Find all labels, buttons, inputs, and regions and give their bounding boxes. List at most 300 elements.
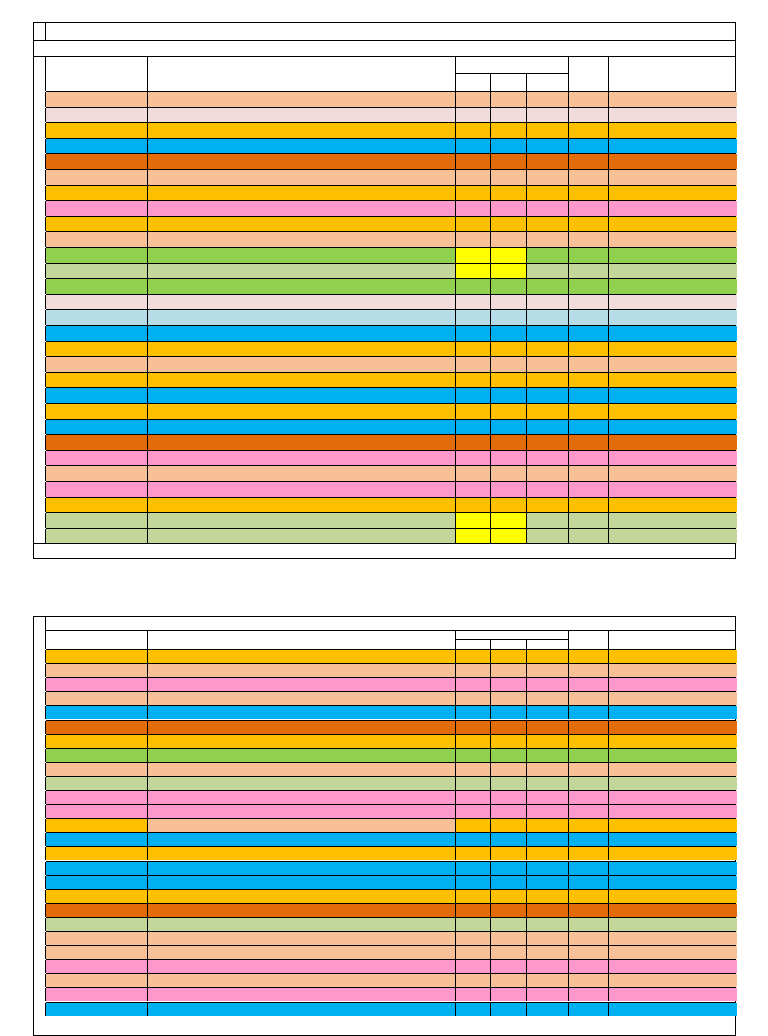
table-cell[interactable] — [455, 139, 490, 154]
row-index-cell[interactable] — [34, 777, 46, 790]
table-cell[interactable] — [147, 388, 455, 403]
table-cell[interactable] — [608, 847, 737, 860]
row-index-cell[interactable] — [34, 139, 46, 154]
table-cell[interactable] — [455, 170, 490, 185]
row-index-cell[interactable] — [34, 186, 46, 201]
table-cell[interactable] — [608, 466, 737, 481]
table-cell[interactable] — [147, 791, 455, 804]
table-cell[interactable] — [608, 678, 737, 691]
table-cell[interactable] — [526, 735, 568, 748]
table-cell[interactable] — [490, 946, 526, 959]
table-cell[interactable] — [147, 735, 455, 748]
row-index-cell[interactable] — [34, 791, 46, 804]
table-cell[interactable] — [608, 529, 737, 544]
table-cell[interactable] — [147, 154, 455, 169]
table-cell[interactable] — [147, 678, 455, 691]
table-cell[interactable] — [46, 791, 147, 804]
table-cell[interactable] — [526, 763, 568, 776]
table-cell[interactable] — [568, 529, 608, 544]
table-cell[interactable] — [490, 232, 526, 247]
table-cell[interactable] — [147, 890, 455, 903]
table-cell[interactable] — [46, 482, 147, 497]
table-cell[interactable] — [46, 201, 147, 216]
table-cell[interactable] — [455, 946, 490, 959]
table-cell[interactable] — [46, 279, 147, 294]
table-cell[interactable] — [568, 735, 608, 748]
row-index-cell[interactable] — [34, 201, 46, 216]
table-cell[interactable] — [490, 847, 526, 860]
table-cell[interactable] — [147, 819, 455, 832]
table-cell[interactable] — [490, 678, 526, 691]
table-cell[interactable] — [608, 108, 737, 123]
table-cell[interactable] — [46, 946, 147, 959]
table-cell[interactable] — [490, 749, 526, 762]
table-cell[interactable] — [608, 357, 737, 372]
table-cell[interactable] — [490, 974, 526, 987]
table-cell[interactable] — [147, 932, 455, 945]
table-cell[interactable] — [608, 833, 737, 846]
table-cell[interactable] — [608, 706, 737, 719]
table-cell[interactable] — [455, 847, 490, 860]
table-cell[interactable] — [568, 108, 608, 123]
table-cell[interactable] — [455, 932, 490, 945]
table-cell[interactable] — [608, 1003, 737, 1016]
table-cell[interactable] — [455, 791, 490, 804]
table-cell[interactable] — [455, 326, 490, 341]
table-cell[interactable] — [490, 876, 526, 889]
table-cell[interactable] — [455, 513, 490, 528]
table-cell[interactable] — [568, 498, 608, 513]
table-cell[interactable] — [490, 310, 526, 325]
table-cell[interactable] — [147, 279, 455, 294]
table-cell[interactable] — [455, 819, 490, 832]
table-cell[interactable] — [455, 201, 490, 216]
table-cell[interactable] — [608, 749, 737, 762]
table-cell[interactable] — [455, 862, 490, 875]
table-cell[interactable] — [490, 357, 526, 372]
table-cell[interactable] — [147, 108, 455, 123]
table-cell[interactable] — [568, 201, 608, 216]
row-index-cell[interactable] — [34, 108, 46, 123]
table-cell[interactable] — [490, 664, 526, 677]
table-cell[interactable] — [490, 862, 526, 875]
table-cell[interactable] — [455, 735, 490, 748]
table-cell[interactable] — [490, 791, 526, 804]
table-cell[interactable] — [526, 706, 568, 719]
table-cell[interactable] — [608, 890, 737, 903]
table-cell[interactable] — [455, 918, 490, 931]
table-cell[interactable] — [526, 420, 568, 435]
table-cell[interactable] — [526, 139, 568, 154]
table-cell[interactable] — [455, 833, 490, 846]
row-index-cell[interactable] — [34, 170, 46, 185]
table-cell[interactable] — [455, 108, 490, 123]
table-cell[interactable] — [455, 974, 490, 987]
table-cell[interactable] — [526, 529, 568, 544]
table-cell[interactable] — [490, 529, 526, 544]
table-cell[interactable] — [490, 217, 526, 232]
table-cell[interactable] — [46, 862, 147, 875]
row-index-cell[interactable] — [34, 692, 46, 705]
row-index-cell[interactable] — [34, 735, 46, 748]
table-cell[interactable] — [490, 498, 526, 513]
table-cell[interactable] — [608, 513, 737, 528]
table-cell[interactable] — [608, 326, 737, 341]
table-cell[interactable] — [455, 388, 490, 403]
table-cell[interactable] — [147, 217, 455, 232]
table-cell[interactable] — [568, 692, 608, 705]
table-cell[interactable] — [455, 154, 490, 169]
table-cell[interactable] — [147, 295, 455, 310]
table-cell[interactable] — [455, 420, 490, 435]
row-index-cell[interactable] — [34, 862, 46, 875]
table-cell[interactable] — [526, 721, 568, 734]
table-cell[interactable] — [608, 763, 737, 776]
table-cell[interactable] — [526, 170, 568, 185]
table-cell[interactable] — [46, 420, 147, 435]
table-cell[interactable] — [147, 749, 455, 762]
table-cell[interactable] — [490, 279, 526, 294]
table-cell[interactable] — [608, 650, 737, 663]
table-cell[interactable] — [46, 763, 147, 776]
table-cell[interactable] — [608, 139, 737, 154]
table-cell[interactable] — [490, 186, 526, 201]
table-cell[interactable] — [526, 326, 568, 341]
row-index-cell[interactable] — [34, 310, 46, 325]
table-cell[interactable] — [568, 373, 608, 388]
table-cell[interactable] — [455, 706, 490, 719]
table-cell[interactable] — [455, 295, 490, 310]
table-cell[interactable] — [46, 248, 147, 263]
table-cell[interactable] — [46, 373, 147, 388]
table-cell[interactable] — [608, 201, 737, 216]
table-cell[interactable] — [568, 721, 608, 734]
row-index-cell[interactable] — [34, 988, 46, 1001]
row-index-cell[interactable] — [34, 388, 46, 403]
table-cell[interactable] — [568, 279, 608, 294]
table-cell[interactable] — [455, 749, 490, 762]
table-cell[interactable] — [526, 819, 568, 832]
table-cell[interactable] — [490, 248, 526, 263]
row-index-cell[interactable] — [34, 918, 46, 931]
row-index-cell[interactable] — [34, 833, 46, 846]
table-cell[interactable] — [526, 974, 568, 987]
table-cell[interactable] — [526, 513, 568, 528]
table-cell[interactable] — [568, 960, 608, 973]
table-cell[interactable] — [147, 529, 455, 544]
table-cell[interactable] — [490, 805, 526, 818]
table-cell[interactable] — [455, 890, 490, 903]
row-index-cell[interactable] — [34, 819, 46, 832]
table-cell[interactable] — [490, 435, 526, 450]
table-cell[interactable] — [147, 876, 455, 889]
table-cell[interactable] — [147, 139, 455, 154]
table-cell[interactable] — [608, 974, 737, 987]
table-cell[interactable] — [490, 420, 526, 435]
table-cell[interactable] — [568, 513, 608, 528]
table-cell[interactable] — [147, 186, 455, 201]
table-cell[interactable] — [608, 988, 737, 1001]
row-index-cell[interactable] — [34, 482, 46, 497]
table-cell[interactable] — [608, 170, 737, 185]
table-cell[interactable] — [455, 692, 490, 705]
table-cell[interactable] — [568, 310, 608, 325]
row-index-cell[interactable] — [34, 904, 46, 917]
table-cell[interactable] — [46, 876, 147, 889]
table-cell[interactable] — [46, 706, 147, 719]
table-cell[interactable] — [568, 763, 608, 776]
table-cell[interactable] — [147, 373, 455, 388]
table-cell[interactable] — [46, 139, 147, 154]
table-cell[interactable] — [490, 735, 526, 748]
table-cell[interactable] — [455, 876, 490, 889]
table-cell[interactable] — [490, 264, 526, 279]
table-cell[interactable] — [608, 664, 737, 677]
table-cell[interactable] — [608, 946, 737, 959]
table-cell[interactable] — [608, 451, 737, 466]
table-cell[interactable] — [46, 404, 147, 419]
table-cell[interactable] — [608, 420, 737, 435]
table-cell[interactable] — [608, 791, 737, 804]
table-cell[interactable] — [147, 650, 455, 663]
table-cell[interactable] — [147, 357, 455, 372]
table-cell[interactable] — [608, 388, 737, 403]
row-index-cell[interactable] — [34, 357, 46, 372]
table-cell[interactable] — [568, 217, 608, 232]
table-cell[interactable] — [147, 420, 455, 435]
row-index-cell[interactable] — [34, 232, 46, 247]
table-cell[interactable] — [46, 988, 147, 1001]
table-cell[interactable] — [490, 706, 526, 719]
table-cell[interactable] — [46, 217, 147, 232]
table-cell[interactable] — [455, 373, 490, 388]
row-index-cell[interactable] — [34, 435, 46, 450]
table-cell[interactable] — [147, 833, 455, 846]
table-cell[interactable] — [147, 721, 455, 734]
row-index-cell[interactable] — [34, 248, 46, 263]
table-cell[interactable] — [608, 819, 737, 832]
table-cell[interactable] — [526, 388, 568, 403]
table-cell[interactable] — [490, 388, 526, 403]
table-cell[interactable] — [455, 232, 490, 247]
table-cell[interactable] — [608, 876, 737, 889]
table-cell[interactable] — [608, 904, 737, 917]
table-cell[interactable] — [455, 1003, 490, 1016]
table-cell[interactable] — [526, 451, 568, 466]
table-cell[interactable] — [568, 862, 608, 875]
table-cell[interactable] — [490, 918, 526, 931]
table-cell[interactable] — [526, 678, 568, 691]
table-cell[interactable] — [526, 357, 568, 372]
table-cell[interactable] — [46, 974, 147, 987]
table-cell[interactable] — [568, 1003, 608, 1016]
table-cell[interactable] — [490, 904, 526, 917]
table-cell[interactable] — [526, 108, 568, 123]
table-cell[interactable] — [526, 186, 568, 201]
table-cell[interactable] — [568, 388, 608, 403]
row-index-cell[interactable] — [34, 932, 46, 945]
table-cell[interactable] — [568, 139, 608, 154]
table-cell[interactable] — [526, 310, 568, 325]
table-cell[interactable] — [608, 482, 737, 497]
table-cell[interactable] — [455, 498, 490, 513]
row-index-cell[interactable] — [34, 946, 46, 959]
table-cell[interactable] — [568, 170, 608, 185]
table-cell[interactable] — [490, 650, 526, 663]
row-index-cell[interactable] — [34, 650, 46, 663]
row-index-cell[interactable] — [34, 876, 46, 889]
table-cell[interactable] — [490, 988, 526, 1001]
table-cell[interactable] — [568, 706, 608, 719]
table-cell[interactable] — [147, 232, 455, 247]
table-cell[interactable] — [455, 721, 490, 734]
table-cell[interactable] — [568, 92, 608, 107]
table-cell[interactable] — [568, 435, 608, 450]
table-cell[interactable] — [526, 805, 568, 818]
table-cell[interactable] — [526, 876, 568, 889]
table-cell[interactable] — [526, 123, 568, 138]
table-cell[interactable] — [455, 664, 490, 677]
table-cell[interactable] — [568, 264, 608, 279]
table-cell[interactable] — [526, 960, 568, 973]
table-cell[interactable] — [490, 692, 526, 705]
table-cell[interactable] — [526, 946, 568, 959]
table-cell[interactable] — [147, 451, 455, 466]
table-cell[interactable] — [608, 777, 737, 790]
table-cell[interactable] — [46, 721, 147, 734]
table-cell[interactable] — [568, 342, 608, 357]
table-cell[interactable] — [490, 295, 526, 310]
table-cell[interactable] — [608, 186, 737, 201]
table-cell[interactable] — [455, 650, 490, 663]
table-cell[interactable] — [46, 918, 147, 931]
table-cell[interactable] — [526, 373, 568, 388]
table-cell[interactable] — [568, 123, 608, 138]
row-index-cell[interactable] — [34, 342, 46, 357]
table-cell[interactable] — [46, 735, 147, 748]
table-cell[interactable] — [568, 248, 608, 263]
table-cell[interactable] — [455, 357, 490, 372]
table-cell[interactable] — [526, 918, 568, 931]
table-cell[interactable] — [526, 342, 568, 357]
table-cell[interactable] — [568, 664, 608, 677]
table-cell[interactable] — [608, 373, 737, 388]
table-cell[interactable] — [147, 706, 455, 719]
row-index-cell[interactable] — [34, 326, 46, 341]
table-cell[interactable] — [147, 777, 455, 790]
table-cell[interactable] — [46, 92, 147, 107]
table-cell[interactable] — [147, 513, 455, 528]
table-cell[interactable] — [46, 342, 147, 357]
table-cell[interactable] — [147, 466, 455, 481]
table-cell[interactable] — [568, 295, 608, 310]
table-cell[interactable] — [526, 833, 568, 846]
table-cell[interactable] — [608, 279, 737, 294]
row-index-cell[interactable] — [34, 805, 46, 818]
table-cell[interactable] — [147, 960, 455, 973]
row-index-cell[interactable] — [34, 763, 46, 776]
table-cell[interactable] — [46, 1003, 147, 1016]
table-cell[interactable] — [526, 1003, 568, 1016]
table-cell[interactable] — [147, 201, 455, 216]
table-cell[interactable] — [46, 650, 147, 663]
table-cell[interactable] — [526, 232, 568, 247]
table-cell[interactable] — [608, 123, 737, 138]
table-cell[interactable] — [526, 482, 568, 497]
row-index-cell[interactable] — [34, 678, 46, 691]
table-cell[interactable] — [46, 435, 147, 450]
table-cell[interactable] — [147, 946, 455, 959]
table-cell[interactable] — [147, 918, 455, 931]
table-cell[interactable] — [490, 404, 526, 419]
table-cell[interactable] — [46, 154, 147, 169]
table-cell[interactable] — [490, 139, 526, 154]
table-cell[interactable] — [147, 664, 455, 677]
table-cell[interactable] — [568, 466, 608, 481]
table-cell[interactable] — [455, 960, 490, 973]
table-cell[interactable] — [608, 805, 737, 818]
table-cell[interactable] — [46, 357, 147, 372]
table-cell[interactable] — [568, 404, 608, 419]
table-cell[interactable] — [526, 248, 568, 263]
table-cell[interactable] — [46, 678, 147, 691]
table-cell[interactable] — [526, 988, 568, 1001]
table-cell[interactable] — [568, 154, 608, 169]
table-cell[interactable] — [526, 847, 568, 860]
table-cell[interactable] — [147, 248, 455, 263]
table-cell[interactable] — [455, 763, 490, 776]
table-cell[interactable] — [147, 326, 455, 341]
table-cell[interactable] — [46, 170, 147, 185]
table-cell[interactable] — [46, 264, 147, 279]
table-cell[interactable] — [526, 904, 568, 917]
table-cell[interactable] — [46, 310, 147, 325]
table-cell[interactable] — [455, 777, 490, 790]
table-cell[interactable] — [526, 435, 568, 450]
row-index-cell[interactable] — [34, 529, 46, 544]
table-cell[interactable] — [526, 791, 568, 804]
table-cell[interactable] — [568, 946, 608, 959]
table-cell[interactable] — [147, 482, 455, 497]
table-cell[interactable] — [455, 451, 490, 466]
table-cell[interactable] — [490, 777, 526, 790]
table-cell[interactable] — [568, 186, 608, 201]
table-cell[interactable] — [490, 92, 526, 107]
table-cell[interactable] — [147, 435, 455, 450]
table-cell[interactable] — [608, 404, 737, 419]
table-cell[interactable] — [147, 170, 455, 185]
table-cell[interactable] — [147, 498, 455, 513]
table-cell[interactable] — [568, 988, 608, 1001]
table-cell[interactable] — [568, 932, 608, 945]
table-cell[interactable] — [568, 890, 608, 903]
table-cell[interactable] — [490, 451, 526, 466]
row-index-cell[interactable] — [34, 451, 46, 466]
table-cell[interactable] — [608, 295, 737, 310]
table-cell[interactable] — [455, 186, 490, 201]
table-cell[interactable] — [46, 904, 147, 917]
table-cell[interactable] — [568, 232, 608, 247]
table-cell[interactable] — [608, 248, 737, 263]
table-cell[interactable] — [147, 342, 455, 357]
row-index-cell[interactable] — [34, 960, 46, 973]
row-index-cell[interactable] — [34, 513, 46, 528]
table-cell[interactable] — [46, 513, 147, 528]
table-cell[interactable] — [455, 435, 490, 450]
table-cell[interactable] — [490, 123, 526, 138]
table-cell[interactable] — [526, 295, 568, 310]
table-cell[interactable] — [608, 960, 737, 973]
